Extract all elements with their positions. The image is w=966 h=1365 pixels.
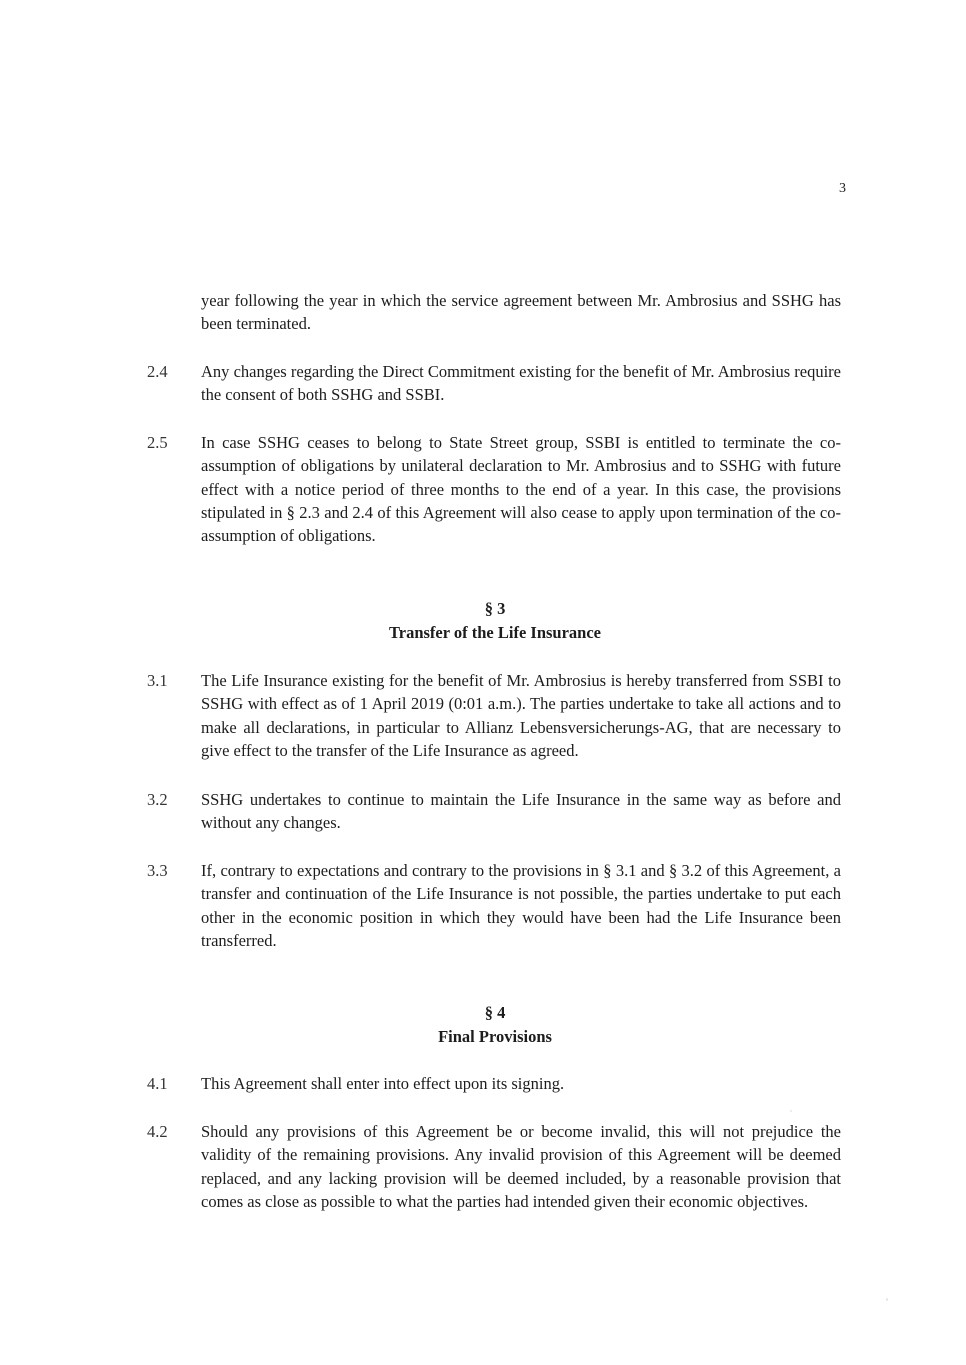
clause-text: If, contrary to expectations and contrary to the provisions in § 3.1 and § 3.2 of this Agreement, a transfer and continuation of the Life Insurance is not possible, the parties undertake to put each other in the economic position in which they would have been had the Life Insurance been transferred. bbox=[201, 861, 841, 950]
section-3-symbol: § 3 bbox=[484, 599, 506, 618]
clause-number: 2.4 bbox=[147, 362, 168, 381]
clause-text: Should any provisions of this Agreement be or become invalid, this will not prejudice the validity of the remaining provisions. Any invalid provision of this Agreement will be deemed replaced, and any lacking provision will be deemed included, by a reasonable provision that comes as close as possible to what the parties had intended given their economic objectives. bbox=[201, 1122, 841, 1211]
clause-text: Any changes regarding the Direct Commitment existing for the benefit of Mr. Ambrosius require the consent of both SSHG and SSBI. bbox=[201, 362, 841, 405]
section-3-title: Transfer of the Life Insurance bbox=[388, 623, 602, 642]
page-number: 3 bbox=[839, 181, 846, 196]
clause-number: 3.2 bbox=[147, 790, 168, 809]
clause-number: 3.1 bbox=[147, 671, 168, 690]
scan-speck bbox=[790, 1110, 792, 1112]
clause-number: 4.1 bbox=[147, 1074, 168, 1093]
clause-text: The Life Insurance existing for the benefit of Mr. Ambrosius is hereby transferred from SSBI to SSHG with effect as of 1 April 2019 (0:01 a.m.). The parties undertake to take all actions and to make all declarations, in particular to Allianz Lebensversicherungs-AG, that are necessary to give effect to the transfer of the Life Insurance as agreed. bbox=[201, 671, 841, 760]
clause-number: 4.2 bbox=[147, 1122, 168, 1141]
clause-text: This Agreement shall enter into effect upon its signing. bbox=[201, 1074, 565, 1093]
section-4-symbol: § 4 bbox=[484, 1003, 506, 1022]
clause-number: 2.5 bbox=[147, 433, 168, 452]
scan-speck bbox=[886, 1298, 888, 1301]
clause-text: In case SSHG ceases to belong to State Street group, SSBI is entitled to terminate the co-assumption of obligations by unilateral declaration to Mr. Ambrosius and to SSHG with future effect with a notice period of three months to the end of a year. In this case, the provisions stipulated in § 2.3 and 2.4 of this Agreement will also cease to apply upon termination of the co-assumption of obligations. bbox=[201, 433, 841, 546]
clause-number: 3.3 bbox=[147, 861, 168, 880]
clause-text: SSHG undertakes to continue to maintain the Life Insurance in the same way as before and without any changes. bbox=[201, 790, 841, 833]
clause-text: year following the year in which the service agreement between Mr. Ambrosius and SSHG has been terminated. bbox=[201, 291, 841, 334]
section-4-title: Final Provisions bbox=[438, 1027, 552, 1046]
